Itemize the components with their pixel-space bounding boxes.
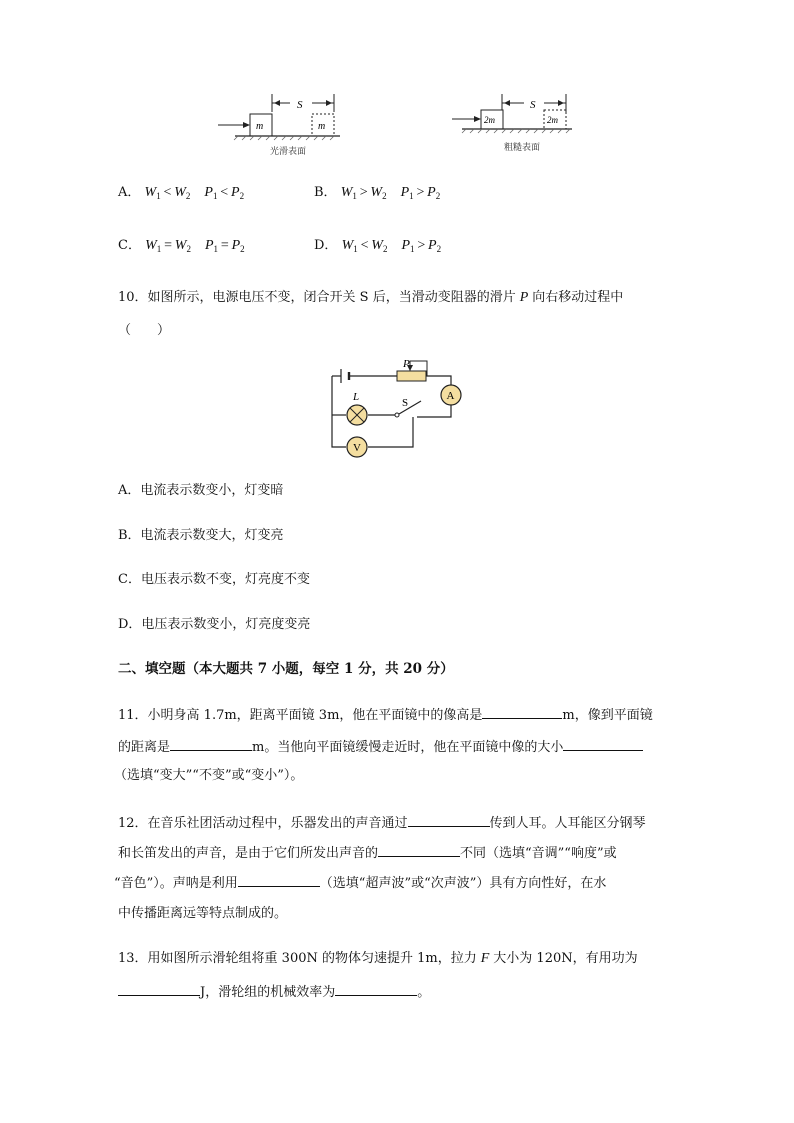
- right-distance-label: S: [530, 99, 536, 111]
- ammeter-label: A: [446, 390, 455, 402]
- q10-option-d: D．电压表示数变小，灯亮度变亮: [118, 617, 311, 632]
- q9-option-c: C． $W_1 = W_2$ $P_1 = P_2$: [118, 238, 245, 254]
- q12-blank-3[interactable]: [238, 872, 320, 887]
- q11-blank-1[interactable]: [482, 704, 562, 719]
- q11-line-1: 11．小明身高 1.7m，距离平面镜 3m，他在平面镜中的像高是 m，像到平面镜: [118, 704, 653, 726]
- q13-line-2: J，滑轮组的机械效率为 。: [118, 981, 430, 1003]
- q13-blank-1[interactable]: [118, 981, 200, 996]
- slider-label: P: [403, 358, 410, 370]
- voltmeter-label: V: [353, 442, 361, 454]
- rheostat-icon: [397, 371, 426, 381]
- switch-label: S: [402, 397, 409, 409]
- section-2-title: 二、填空题（本大题共 7 小题，每空 1 分，共 20 分）: [118, 661, 454, 677]
- q10-answer-bracket: （ ）: [118, 323, 171, 338]
- lamp-icon: [347, 405, 367, 425]
- q10-option-c: C．电压表示数不变，灯亮度不变: [118, 572, 310, 587]
- q12-line-2: 和长笛发出的声音，是由于它们所发出声音的 不同（选填“音调”“响度”或: [118, 842, 617, 864]
- left-surface-label: 光滑表面: [270, 146, 307, 156]
- q12-line-1: 12．在音乐社团活动过程中，乐器发出的声音通过 传到人耳。人耳能区分钢琴: [118, 812, 646, 834]
- q10-stem: 10．如图所示，电源电压不变，闭合开关 S 后，当滑动变阻器的滑片 P 向右移动过程中: [118, 290, 624, 305]
- q9-option-d: D． $W_1 < W_2$ $P_1 > P_2$: [314, 238, 442, 254]
- right-block-label: 2m: [484, 115, 495, 125]
- q13-line-1: 13．用如图所示滑轮组将重 300N 的物体匀速提升 1m，拉力 F 大小为 120N，有用功为: [118, 951, 638, 966]
- left-block-label: m: [256, 121, 264, 132]
- q10-option-a: A．电流表示数变小，灯变暗: [118, 483, 284, 498]
- work-comparison-figure: [200, 88, 600, 158]
- smooth-surface-diagram: [218, 94, 340, 156]
- q11-line-2: 的距离是 m。当他向平面镜缓慢走近时，他在平面镜中像的大小: [118, 736, 643, 758]
- q11-blank-3[interactable]: [563, 736, 643, 751]
- right-ghost-label: 2m: [547, 115, 558, 125]
- lamp-label: L: [353, 391, 360, 403]
- left-distance-label: S: [297, 99, 303, 111]
- circuit-diagram: [325, 357, 470, 462]
- q12-line-4: 中传播距离远等特点制成的。: [118, 906, 288, 921]
- q13-blank-2[interactable]: [335, 981, 417, 996]
- battery-icon: [341, 369, 349, 383]
- q12-line-3: “音色”）。声呐是利用 （选填“超声波”或“次声波”）具有方向性好，在水: [114, 872, 606, 894]
- q9-option-a: A． $W_1 < W_2$ $P_1 < P_2$: [118, 185, 245, 201]
- right-surface-label: 粗糙表面: [504, 142, 541, 152]
- q11-line-3: （选填“变大”“不变”或“变小”）。: [114, 768, 304, 783]
- q9-option-b: B． $W_1 > W_2$ $P_1 > P_2$: [314, 185, 441, 201]
- left-ghost-label: m: [318, 121, 326, 132]
- q12-blank-1[interactable]: [408, 812, 490, 827]
- q12-blank-2[interactable]: [378, 842, 460, 857]
- q11-blank-2[interactable]: [170, 736, 252, 751]
- q10-option-b: B．电流表示数变大，灯变亮: [118, 528, 284, 543]
- rough-surface-diagram: [452, 94, 572, 152]
